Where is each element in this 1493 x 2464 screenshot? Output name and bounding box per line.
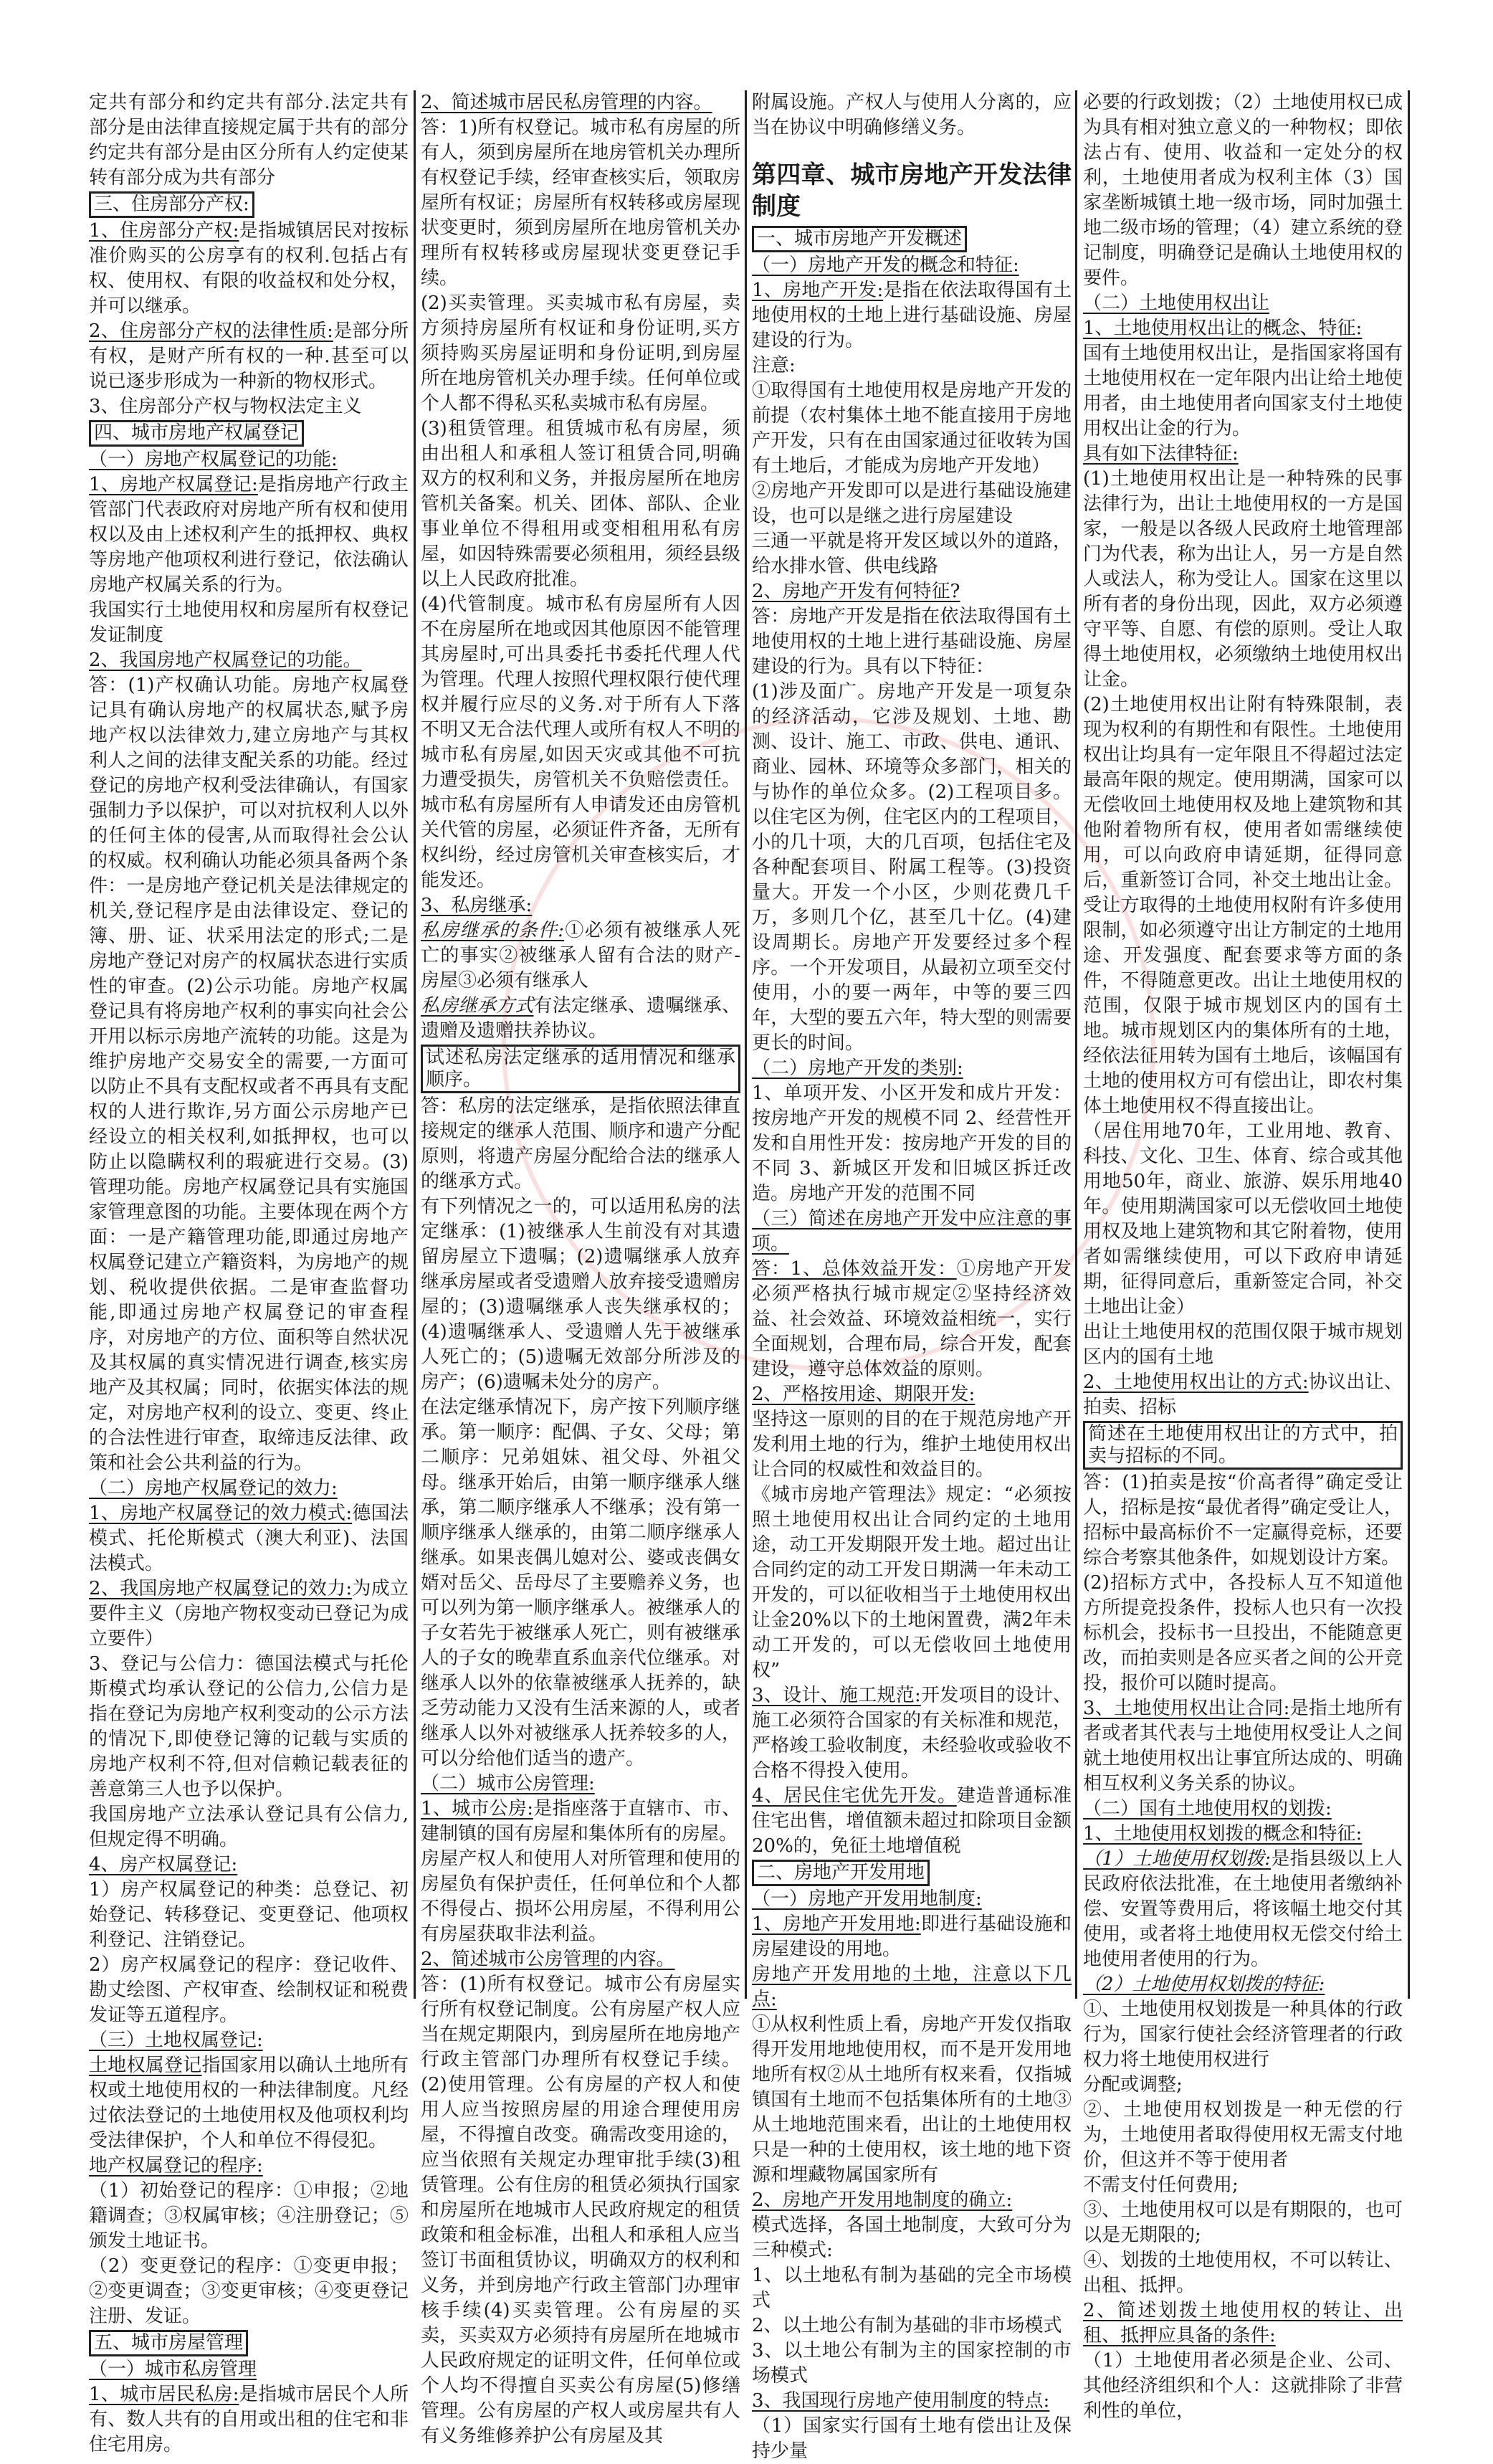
paragraph — [421, 1972, 740, 2449]
term-label: 私房继承方式 — [421, 995, 534, 1017]
paragraph-text: ②、土地使用权划拨是一种无偿的行为，土地使用者取得使用权无需支付地价，但这并不等于使用者 — [1083, 2099, 1403, 2171]
subsection-heading-text: （一）房地产开发用地制度: — [752, 1888, 982, 1910]
section-heading-text: 四、城市房地产权属登记 — [89, 420, 304, 447]
term-label: 1、房地产权属登记: — [89, 474, 258, 495]
paragraph — [1083, 90, 1403, 291]
term-body: ①必须有被继承人死亡的事实②被继承人留有合法的财产-房屋③必须有继承人 — [421, 920, 740, 991]
subsection-heading-text: 1、土地使用权划拨的概念和特征: — [1083, 1823, 1363, 1845]
paragraph — [89, 90, 409, 191]
boxed-section-heading — [89, 191, 409, 219]
paragraph — [1083, 467, 1403, 693]
subsection-heading-text: 3、我国现行房地产使用制度的特点: — [752, 2390, 1050, 2412]
paragraph-text: 在法定继承情况下，房产按下列顺序继承。第一顺序：配偶、子女、父母；第二顺序：兄弟姐妹、祖父母、外祖父母。继承开始后，由第一顺序继承人继承，第二顺序继承人不继承；没有第一顺序继承人继承的，由第二顺序继承人继承。如果丧偶儿媳对公、婆或丧偶女婿对岳父、岳母尽了主要赡养义务，也可以列为第一顺序继承人。被继承人的子女若先于被继承人死亡，则有被继承人的子女的晚辈直系血亲代位继承。对继承人以外的依靠被继承人抚养的，缺乏劳动能力又没有生活来源的人，或者继承人以外对被继承人抚养较多的人，可以分给他们适当的遗产。 — [421, 1397, 740, 1769]
term-definition — [89, 2053, 409, 2154]
paragraph — [1083, 2198, 1403, 2248]
subsection-heading-text: （二）房地产权属登记的效力: — [89, 1478, 338, 1499]
subsection-heading — [421, 90, 740, 115]
subsection-heading-text: （一）城市私房管理 — [89, 2359, 257, 2380]
term-body: 即进行基础设施和房屋建设的用地。 — [752, 1913, 1072, 1960]
paragraph-text: 定共有部分和约定共有部分.法定共有部分是由法律直接规定属于共有的部分约定共有部分是由区分所有人约定使某转有部分成为共有部分 — [89, 92, 409, 189]
paragraph-text: 3、住房部分产权与物权法定主义 — [89, 396, 362, 417]
term-body: 为成立要件主义（房地产物权变动已登记为成立要件） — [89, 1578, 409, 1650]
subsection-heading — [1083, 1972, 1403, 1997]
term-definition — [89, 472, 409, 598]
term-definition — [752, 1257, 1072, 1382]
paragraph-text: 1、单项开发、小区开发和成片开发：按房地产开发的规模不同 2、经营性开发和自用性开发：按房地产开发的目的不同 3、新城区开发和旧城区拆迁改造。房地产开发的范围不同 — [752, 1083, 1072, 1204]
column-divider — [1075, 90, 1077, 1999]
term-definition — [1083, 1370, 1403, 1420]
paragraph-text: 3、以土地公有制为主的国家控制的市场模式 — [752, 2340, 1072, 2387]
subsection-heading — [1083, 1797, 1403, 1822]
paragraph — [1083, 1997, 1403, 2073]
term-label: 1、房地产权属登记的效力模式: — [89, 1503, 353, 1524]
paragraph-text: ①从权利性质上看，房地产开发仅指取得开发用地地使用权，而不是开发用地地所有权②从土地所有权来看，仅指城镇国有土地而不包括集体所有的土地③从土地地范围来看，出让的土地使用权只是一种的土使用权，该土地的地下资源和埋藏物属国家所有 — [752, 2014, 1072, 2186]
text-column-3 — [752, 90, 1072, 2464]
term-body: 有法定继承、遗嘱继承、遗赠及遗赠扶养协议。 — [421, 995, 740, 1042]
paragraph-text: (2)招标方式中，各投标人互不知道他方所提竞投条件，投标人也只有一次投标机会，投标书一旦投出，不能随意更改，而拍卖则是各应买者之间的公开竞投，报价可以随时提高。 — [1083, 1572, 1403, 1694]
term-label: 1、住房部分产权: — [89, 220, 239, 242]
term-label: 1、城市居民私房: — [89, 2384, 239, 2405]
text-column-1 — [89, 90, 409, 2458]
term-definition — [421, 918, 740, 994]
paragraph-text: 1）房产权属登记的种类：总登记、初始登记、转移登记、变更登记、他项权利登记、注销登记。 — [89, 1879, 409, 1951]
term-body: 是指县级以上人民政府依法批准，在土地使用者缴纳补偿、安置等费用后，将该幅土地交付其使用，或者将土地使用权无偿交付给土地使用者使用的行为。 — [1083, 1848, 1403, 1970]
paragraph — [752, 604, 1072, 680]
paragraph — [89, 1953, 409, 2028]
term-definition — [752, 1912, 1072, 1962]
paragraph-text: 我国房地产立法承认登记具有公信力,但规定得不明确。 — [89, 1804, 409, 1850]
paragraph — [752, 1081, 1072, 1207]
paragraph-text: 答：(1)拍卖是按“价高者得”确定受让人，招标是按“最优者得”确定受让人，招标中最高标价不一定赢得竞标，还要综合考察其他条件，如规划设计方案。 — [1083, 1472, 1403, 1569]
paragraph — [89, 673, 409, 1476]
term-label: 3、设计、施工规范: — [752, 1685, 921, 1706]
term-body: 是指土地所有者或者其代表与土地使用权受让人之间就土地使用权出让事宜所达成的、明确相互权利义务关系的协议。 — [1083, 1698, 1403, 1794]
paragraph-text: (3)租赁管理。租赁城市私有房屋，须由出租人和承租人签订租赁合同,明确双方的权利和义务，并报房屋所在地房管机关备案。机关、团体、部队、企业事业单位不得租用或变相租用私有房屋，如因特殊需要必须租用，须经县级以上人民政府批准。 — [421, 418, 740, 590]
paragraph-text: （1）初始登记的程序：①申报；②地籍调查；③权属审核；④注册登记；⑤颁发土地证书。 — [89, 2180, 409, 2252]
term-label: 4、居民住宅优先开发。 — [752, 1785, 957, 1807]
term-label: 3、土地使用权出让合同: — [1083, 1698, 1290, 1719]
paragraph-text: (2)买卖管理。买卖城市私有房屋，卖方须持房屋所有权证和身份证明,买方须持购买房屋证明和身份证明,到房屋所在地房管机关办理手续。任何单位或个人都不得私买私卖城市私有房屋。 — [421, 292, 740, 414]
paragraph — [1083, 341, 1403, 442]
term-label: 答：1、总体效益开发： — [752, 1258, 957, 1280]
paragraph-text: ③、土地使用权可以是有期限的，也可以是无期限的; — [1083, 2199, 1403, 2246]
boxed-section-heading — [421, 1044, 740, 1094]
subsection-heading — [89, 1852, 409, 1878]
subsection-heading — [421, 1771, 740, 1797]
subsection-heading-text: （三）土地权属登记: — [89, 2030, 263, 2051]
term-body: 德国法模式、托伦斯模式（澳大利亚)、法国法模式。 — [89, 1503, 409, 1574]
term-definition — [752, 1683, 1072, 1784]
term-body: 是指城市居民个人所有、数人共有的自用或出租的住宅和非住宅用房。 — [89, 2384, 409, 2455]
subsection-heading — [421, 893, 740, 918]
subsection-heading-text: （二）土地使用权出让 — [1083, 292, 1270, 314]
section-heading-text: 试述私房法定继承的适用情况和继承顺序。 — [421, 1045, 740, 1093]
subsection-heading — [421, 1947, 740, 1972]
paragraph — [752, 529, 1072, 579]
subsection-heading — [1083, 442, 1403, 467]
subsection-heading-text: 2、房地产开发用地制度的确立: — [752, 2189, 1013, 2211]
paragraph — [1083, 1119, 1403, 1320]
subsection-heading-text: （二）房地产开发的类别: — [752, 1057, 963, 1079]
boxed-section-heading — [752, 225, 1072, 253]
paragraph — [752, 479, 1072, 529]
subsection-heading — [752, 2389, 1072, 2414]
paragraph-text: 注意: — [752, 355, 796, 376]
column-divider — [414, 90, 416, 1999]
paragraph-text: 房屋产权人和使用人对所管理和使用的房屋负有保护责任，任何单位和个人都不得侵占、损坏公用房屋，不得利用公有房屋获取非法利益。 — [421, 1848, 740, 1945]
paragraph-text: （1）土地使用者必须是企业、公司、其他经济组织和个人：这就排除了非营利性的单位， — [1083, 2350, 1403, 2422]
paragraph-text: 我国实行土地使用权和房屋所有权登记发证制度 — [89, 599, 409, 646]
term-body: 是指城镇居民对按标准价购买的公房享有的权利.包括占有权、使用权、有限的收益权和处分权，并可以继承。 — [89, 220, 409, 317]
paragraph — [89, 2254, 409, 2329]
section-heading-text: 一、城市房地产开发概述 — [752, 226, 967, 252]
paragraph-text: 出让土地使用权的范围仅限于城市规划区内的国有土地 — [1083, 1321, 1403, 1368]
chapter-title — [752, 159, 1072, 222]
subsection-heading-text: 3、私房继承: — [421, 895, 533, 916]
paragraph — [1083, 2248, 1403, 2298]
subsection-heading-text: （二）国有土地使用权的划拨: — [1083, 1798, 1332, 1820]
paragraph-text: 有下列情况之一的，可以适用私房的法定继承：(1)被继承人生前没有对其遗留房屋立下遗嘱；(2)遗嘱继承人放弃继承房屋或者受遗赠人放弃接受遗赠房屋的；(3)遗嘱继承人丧失继承权的；(4)遗嘱继承人、受遗赠人先于被继承人死亡的；(5)遗嘱无效部分所涉及的房产；(6)遗嘱未处分的房产。 — [421, 1196, 740, 1393]
subsection-heading-text: 1、土地使用权出让的概念、特征: — [1083, 318, 1363, 339]
paragraph-text: 《城市房地产管理法》规定：“必须按照土地使用权出让合同约定的土地用途，动工开发期限开发土地。超过出让合同约定的动工开发日期满一年未动工开发的，可以征收相当于土地使用权出让金20%以下的土地闲置费，满2年未动工开发的，可以无偿收回土地使用权” — [752, 1484, 1072, 1681]
term-definition — [1083, 1847, 1403, 1972]
paragraph — [1083, 1320, 1403, 1370]
paragraph — [421, 1094, 740, 1194]
column-divider — [745, 90, 747, 1999]
paragraph — [752, 2213, 1072, 2263]
subsection-heading-text: 4、房产权属登记: — [89, 1854, 238, 1875]
section-heading-text: 三、住房部分产权: — [89, 191, 254, 218]
paragraph-text: 三通一平就是将开发区域以外的道路，给水排水管、供电线路 — [752, 531, 1072, 577]
term-body: 建造普通标准住宅出售，增值额未超过扣除项目金额20%的，免征土地增值税 — [752, 1785, 1072, 1857]
subsection-heading-text: （二）城市公房管理: — [421, 1773, 595, 1794]
boxed-section-heading — [89, 2329, 409, 2357]
paragraph — [421, 291, 740, 417]
subsection-heading-text: （一）房地产开发的概念和特征: — [752, 255, 1019, 276]
paragraph-text: 坚持这一原则的目的在于规范房地产开发利用土地的行为，维护土地使用权出让合同的权威性和效益目的。 — [752, 1409, 1072, 1480]
paragraph-text: (1)土地使用权出让是一种特殊的民事法律行为，出让土地使用权的一方是国家，一般是以各级人民政府土地管理部门为代表，称为出让人，另一方是自然人或法人，称为受让人。国家在这里以所有者的身份出现，因此，双方必须遵守平等、自愿、有偿的原则。受让人取得土地使用权，必须缴纳土地使用权出让金。 — [1083, 468, 1403, 690]
paragraph — [752, 2339, 1072, 2389]
term-definition — [421, 994, 740, 1044]
paragraph-text: （1）国家实行国有土地有偿出让及保持少量 — [752, 2415, 1072, 2462]
paragraph — [752, 379, 1072, 479]
paragraph-text: 答：(1)所有权登记。城市公有房屋实行所有权登记制度。公有房屋产权人应当在规定期限内，到房屋所在地房地产行政主管部门办理所有权登记手续。(2)使用管理。公有房屋的产权人和使用人应当按照房屋的用途合理使用房屋，不得擅自改变。确需改变用途的，应当依照有关规定办理审批手续(3)租赁管理。公有住房的租赁必须执行国家和房屋所在地城市人民政府规定的租赁政策和租金标准，出租人和承租人应当签订书面租赁协议，明确双方的权利和义务，并到房地产行政主管部门办理审核手续(4)买卖管理。公有房屋的买卖，买卖双方必须持有房屋所在地城市人民政府规定的证明文件，任何单位或个人均不得擅自买卖公有房屋(5)修缮管理。公有房屋的产权人或房屋共有人有义务维修养护公有房屋及其 — [421, 1974, 740, 2447]
section-heading-text: 简述在土地使用权出让的方式中，拍卖与招标的不同。 — [1083, 1421, 1403, 1470]
paragraph — [89, 2179, 409, 2254]
term-definition — [89, 1576, 409, 1652]
subsection-heading — [89, 648, 409, 673]
boxed-section-heading — [752, 1859, 1072, 1887]
paragraph — [752, 353, 1072, 379]
paragraph-text: ④、划拨的土地使用权，不可以转让、出租、抵押。 — [1083, 2250, 1403, 2296]
term-definition — [752, 278, 1072, 353]
subsection-heading — [89, 2154, 409, 2179]
subsection-heading — [752, 579, 1072, 604]
term-body: 是指在依法取得国有土地使用权的土地上进行基础设施、房屋建设的行为。 — [752, 280, 1072, 351]
term-label: 1、房地产开发用地: — [752, 1913, 921, 1935]
subsection-heading — [752, 1962, 1072, 2012]
term-definition — [89, 319, 409, 394]
term-body: 是部分所有权，是财产所有权的一种.甚至可以说已逐步形成为一种新的物权形式。 — [89, 320, 409, 392]
paragraph — [752, 90, 1072, 141]
subsection-heading-text: 2、简述城市居民私房管理的内容。 — [421, 92, 712, 113]
subsection-heading-text: （三）简述在房地产开发中应注意的事项。 — [752, 1208, 1072, 1255]
paragraph — [1083, 2098, 1403, 2173]
subsection-heading — [89, 2357, 409, 2382]
text-column-2 — [421, 90, 740, 2449]
term-body: 协议出让、拍卖、招标 — [1083, 1371, 1403, 1418]
term-body: 指国家用以确认土地所有权或土地使用权的一种法律制度。凡经过依法登记的土地使用权及他项权利均受法律保护，个人和单位不得侵犯。 — [89, 2055, 409, 2151]
paragraph-text: 模式选择，各国土地制度，大致可分为三种模式: — [752, 2215, 1072, 2261]
paragraph-text: 答：1)所有权登记。城市私有房屋的所有人，须到房屋所在地房管机关办理所有权登记手续，经审查核实后，领取房屋所有权证；房屋所有权转移或房屋现状变更时，须到房屋所在地房管机关办理所有权转移或房屋现状变更登记手续。 — [421, 117, 740, 289]
paragraph — [421, 1847, 740, 1947]
subsection-heading-text: 房地产开发用地的土地，注意以下几点: — [752, 1964, 1072, 2010]
subsection-heading — [89, 1476, 409, 1501]
subsection-heading-text: 2、简述城市公房管理的内容。 — [421, 1949, 675, 1970]
paragraph — [421, 1395, 740, 1771]
term-definition — [752, 1784, 1072, 1859]
term-label: 2、我国房地产权属登记的效力: — [89, 1578, 353, 1599]
paragraph-text: ①取得国有土地使用权是房地产开发的前提（农村集体土地不能直接用于房地产开发，只有在由国家通过征收转为国有土地后，才能成为房地产开发地） — [752, 380, 1072, 477]
paragraph-text: 必要的行政划拨；（2）土地使用权已成为具有相对独立意义的一种物权；即依法占有、使用、收益和一定处分的权利，土地使用者成为权利主体（3）国家垄断城镇土地一级市场，同时加强土地二级市场的管理；（4）建立系统的登记制度，明确登记是确认土地使用权的要件。 — [1083, 92, 1403, 289]
subsection-heading-text: 2、简述划拨土地使用权的转让、出租、抵押应具备的条件: — [1083, 2300, 1403, 2346]
paragraph — [752, 1407, 1072, 1483]
subsection-heading — [1083, 1822, 1403, 1847]
term-definition — [421, 1797, 740, 1847]
paragraph-text: 2）房产权属登记的程序：登记收件、勘丈绘图、产权审查、绘制权证和税费发证等五道程序。 — [89, 1954, 409, 2026]
paragraph-text: 分配或调整; — [1083, 2074, 1183, 2096]
section-heading-text: 二、房地产开发用地 — [752, 1860, 930, 1886]
subsection-heading-text: 地产权属登记的程序: — [89, 2155, 263, 2177]
subsection-heading — [752, 1207, 1072, 1257]
paragraph-text: 答：房地产开发是指在依法取得国有土地使用权的土地上进行基础设施、房屋建设的行为。具有以下特征： — [752, 606, 1072, 677]
paragraph — [1083, 1571, 1403, 1696]
term-definition — [89, 2382, 409, 2458]
paragraph — [752, 680, 1072, 1056]
paragraph — [1083, 693, 1403, 1119]
subsection-heading-text: （2）土地使用权划拨的特征: — [1083, 1974, 1325, 1995]
term-body: ①房地产开发必须严格执行城市规定②坚持经济效益、社会效益、环境效益相统一，实行全面规划，合理布局，综合开发，配套建设，遵守总体效益的原则。 — [752, 1258, 1072, 1380]
subsection-heading — [89, 447, 409, 472]
column-divider — [1408, 90, 1410, 1999]
subsection-heading-text: 2、房地产开发有何特征? — [752, 581, 960, 602]
paragraph-text: 答：私房的法定继承，是指依照法律直接规定的继承人范围、顺序和遗产分配原则，将遗产房屋分配给合法的继承人的继承方式。 — [421, 1095, 740, 1192]
paragraph-text: (4)代管制度。城市私有房屋所有人因不在房屋所在地或因其他原因不能管理其房屋时,可出具委托书委托代理人代为管理。代理人按照代理权限行使代理权并履行应尽的义务.对于所有人下落不明又无合法代理人或所有权人不明的城市私有房屋,如因天灾或其他不可抗力遭受损失，房管机关不负赔偿责任。城市私有房屋所有人申请发还由房管机关代管的房屋，必须证件齐备，无所有权纠纷，经过房管机关审查核实后，才能发还。 — [421, 594, 740, 891]
paragraph — [421, 417, 740, 592]
boxed-section-heading — [89, 419, 409, 447]
paragraph — [1083, 1470, 1403, 1571]
chapter-title-text: 第四章、城市房地产开发法律制度 — [752, 161, 1072, 221]
term-definition — [89, 219, 409, 319]
paragraph-text: (1)涉及面广。房地产开发是一项复杂的经济活动，它涉及规划、土地、勘测、设计、施工、市政、供电、通讯、商业、园林、环境等众多部门，相关的与协作的单位众多。(2)工程项目多。以住宅区为例，住宅区内的工程项目，小的几十项，大的几百项，包括住宅及各种配套项目、附属工程等。(3)投资量大。开发一个小区，少则花费几千万，多则几个亿，甚至几十亿。(4)建设周期长。房地产开发要经过多个程序。一个开发项目，从最初立项至交付使用，小的要一两年，中等的要三四年，大型的要五六年，特大型的则需要更长的时间。 — [752, 681, 1072, 1054]
paragraph — [89, 1878, 409, 1953]
subsection-heading — [1083, 2298, 1403, 2349]
subsection-heading-text: （一）房地产权属登记的功能: — [89, 449, 338, 470]
paragraph-text: 2、以土地公有制为基础的非市场模式 — [752, 2315, 1062, 2336]
subsection-heading — [89, 2028, 409, 2053]
term-label: 1、房地产开发: — [752, 280, 884, 301]
subsection-heading-text: 2、严格按用途、期限开发: — [752, 1384, 976, 1405]
paragraph — [752, 2313, 1072, 2339]
paragraph-text: （居住用地70年，工业用地、教育、科技、文化、卫生、体育、综合或其他用地50年，商业、旅游、娱乐用地40年。使用期满国家可以无偿收回土地使用权及地上建筑物和其它附着物，使用者如需继续使用，可以下政府申请延期，征得同意后，重新签定合同，补交土地出让金） — [1083, 1121, 1403, 1318]
term-label: 私房继承的条件: — [421, 920, 565, 941]
paragraph — [421, 115, 740, 291]
term-body: 是指座落于直辖市、市、建制镇的国有房屋和集体所有的房屋。 — [421, 1798, 740, 1845]
subsection-heading — [752, 253, 1072, 278]
paragraph — [89, 598, 409, 648]
paragraph-text: 附属设施。产权人与使用人分离的，应当在协议中明确修缮义务。 — [752, 92, 1072, 138]
boxed-section-heading — [1083, 1420, 1403, 1470]
term-label: 土地权属登记 — [89, 2055, 202, 2076]
subsection-heading — [1083, 316, 1403, 341]
section-heading-text: 五、城市房屋管理 — [89, 2330, 248, 2356]
paragraph — [89, 1652, 409, 1802]
subsection-heading — [752, 1382, 1072, 1407]
paragraph-text: ①、土地使用权划拨是一种具体的行政行为，国家行使社会经济管理者的行政权力将土地使用权进行 — [1083, 1999, 1403, 2070]
paragraph — [89, 394, 409, 419]
term-label: 2、住房部分产权的法律性质: — [89, 320, 333, 342]
term-label: 1、城市公房: — [421, 1798, 533, 1820]
paragraph-text: 不需支付任何费用; — [1083, 2174, 1239, 2196]
term-body: 开发项目的设计、施工必须符合国家的有关标准和规范，严格竣工验收制度，未经验收或验收不合格不得投入使用。 — [752, 1685, 1072, 1782]
subsection-heading — [1083, 291, 1403, 316]
paragraph — [752, 1483, 1072, 1683]
subsection-heading — [752, 2188, 1072, 2213]
paragraph — [752, 2012, 1072, 2188]
subsection-heading-text: 具有如下法律特征: — [1083, 443, 1239, 465]
paragraph — [1083, 2073, 1403, 2098]
paragraph-text: 答：(1)产权确认功能。房地产权属登记具有确认房地产的权属状态,赋予房地产权以法律效力,建立房地产与其权利人之间的法律支配关系的功能。经过登记的房地产权利受法律确认，有国家强制力予以保护，可以对抗权利人以外的任何主体的侵害,从而取得社会公认的权威。权利确认功能必须具备两个条件：一是房地产登记机关是法律规定的机关,登记程序是由法律设定、登记的簿、册、证、状采用法定的形式;二是房地产登记对房产的权属状态进行实质性的审查。(2)公示功能。房地产权属登记具有将房地产权利的事实向社会公开用以标示房地产流转的功能。这是为维护房地产交易安全的需要,一方面可以防止不具有支配权或者不再具有支配权的人进行欺诈,另方面公示房地产已经设立的相关权利,如抵押权，也可以防止以隐瞒权利的瑕疵进行交易。(3)管理功能。房地产权属登记具有实施国家管理意图的功能。主要体现在两个方面：一是产籍管理功能,即通过房地产权属登记建立产籍资料，为房地产的规划、税收提供依据。二是审查监督功能,即通过房地产权属登记的审查程序，对房地产的方位、面积等自然状况及其权属的真实情况进行调查,核实房地产及其权属；同时，依据实体法的规定，对房地产权利的设立、变更、终止的合法性进行审查，取缔违反法律、政策和社会公共利益的行为。 — [89, 675, 409, 1474]
term-body: 是指房地产行政主管部门代表政府对房地产所有权和使用权以及由上述权利产生的抵押权、典权等房地产他项权利进行登记，依法确认房地产权属关系的行为。 — [89, 474, 409, 596]
subsection-heading — [752, 1056, 1072, 1081]
paragraph — [752, 2414, 1072, 2464]
paragraph-text: (2)土地使用权出让附有特殊限制，表现为权利的有期性和有限性。土地使用权出让均具有一定年限且不得超过法定最高年限的规定。使用期满，国家可以无偿收回土地使用权及地上建筑物和其他附着物所有权，使用者如需继续使用，可以向政府申请延期，征得同意后，重新签订合同，补交土地出让金。受让方取得的土地使用权附有许多使用限制，如必须遵守出让方制定的土地用途、开发强度、配套要求等方面的条件，不得随意更改。出让土地使用权的范围，仅限于城市规划区内的国有土地。城市规划区内的集体所有的土地，经依法征用转为国有土地后，该幅国有土地的使用权方可有偿出让，即农村集体土地使用权不得直接出让。 — [1083, 694, 1403, 1117]
text-column-4 — [1083, 90, 1403, 2424]
paragraph — [752, 2263, 1072, 2313]
term-label: 2、土地使用权出让的方式: — [1083, 1371, 1309, 1393]
paragraph — [89, 1802, 409, 1852]
paragraph-text: ②房地产开发即可以是进行基础设施建设，也可以是继之进行房屋建设 — [752, 480, 1072, 527]
paragraph-text: 国有土地使用权出让，是指国家将国有土地使用权在一定年限内出让给土地使用者，由土地使用者向国家支付土地使用权出让金的行为。 — [1083, 343, 1403, 439]
subsection-heading-text: 2、我国房地产权属登记的功能。 — [89, 650, 362, 671]
term-definition — [1083, 1696, 1403, 1797]
paragraph — [1083, 2349, 1403, 2424]
subsection-heading — [752, 1887, 1072, 1912]
paragraph-text: （2）变更登记的程序：①变更申报；②变更调查；③变更审核；④变更登记注册、发证。 — [89, 2255, 409, 2327]
paragraph — [421, 1194, 740, 1395]
paragraph-text: 1、以土地私有制为基础的完全市场模式 — [752, 2265, 1072, 2311]
paragraph — [1083, 2173, 1403, 2198]
term-definition — [89, 1501, 409, 1576]
paragraph — [421, 592, 740, 893]
term-label: （1）土地使用权划拨: — [1083, 1848, 1272, 1870]
paragraph-text: 3、登记与公信力：德国法模式与托伦斯模式均承认登记的公信力,公信力是指在登记为房地产权利变动的公示方法的情况下,即使登记簿的记载与实质的房地产权利不符,但对信赖记载表征的善意第三人也予以保护。 — [89, 1653, 409, 1800]
